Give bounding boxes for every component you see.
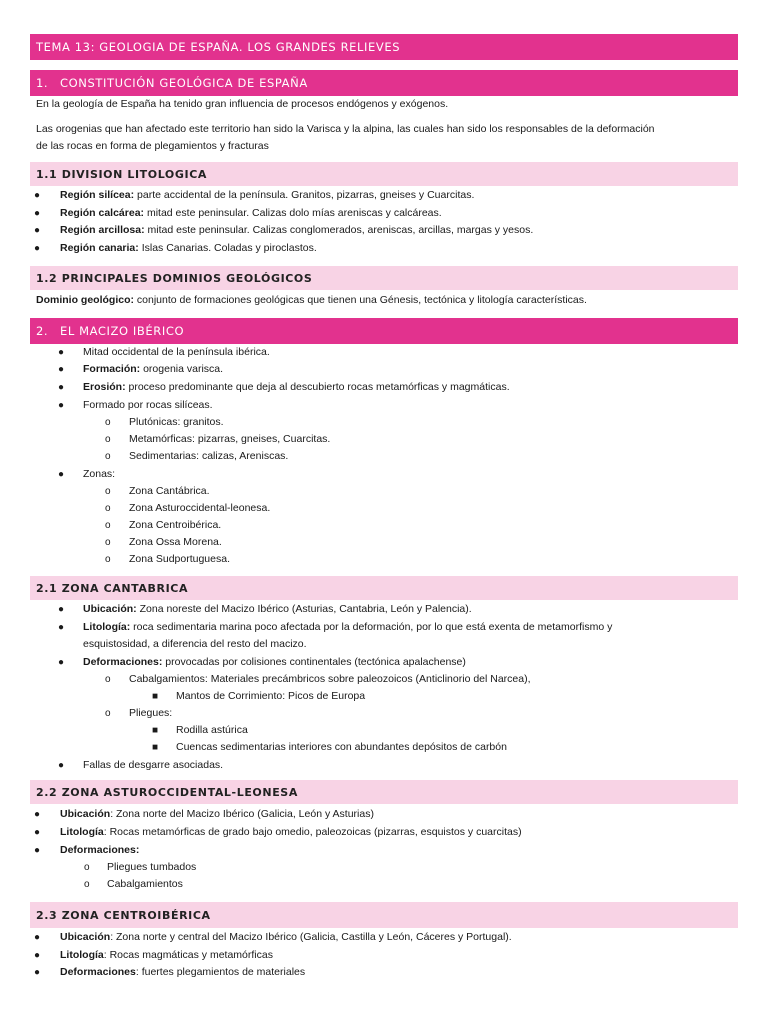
- subsection-2-3-header: [30, 902, 738, 928]
- item-text: orogenia varisca.: [140, 363, 224, 375]
- bullet-icon: ●: [34, 809, 41, 820]
- sub-sub-list-item: Cuencas sedimentarias interiores con abundantes depósitos de carbón: [176, 741, 507, 753]
- list-item: [60, 240, 317, 257]
- circle-bullet-icon: o: [105, 554, 111, 565]
- item-text: : Rocas metamórficas de grado bajo omedio, paleozoicas (pizarras, esquistos y cuarcitas): [103, 826, 522, 838]
- square-bullet-icon: ■: [152, 725, 159, 736]
- bullet-icon: ●: [34, 950, 41, 961]
- bullet-icon: ●: [34, 967, 41, 978]
- item-text: mitad este peninsular. Calizas dolo mías areniscas y calcáreas.: [144, 207, 442, 219]
- sub-list-item: Zona Centroibérica.: [129, 519, 222, 531]
- bullet-icon: ●: [58, 622, 65, 633]
- circle-bullet-icon: o: [105, 451, 111, 462]
- item-label: Región canaria:: [60, 242, 139, 254]
- sub-list-item: Cabalgamientos: Materiales precámbricos sobre paleozoicos (Anticlinorio del Narcea),: [129, 673, 531, 685]
- list-item: [60, 824, 522, 841]
- sub-list-item: Pliegues tumbados: [107, 861, 197, 873]
- subsection-2-2-header: [30, 780, 738, 804]
- sub-list-item: Zona Asturoccidental-leonesa.: [129, 502, 271, 514]
- subsection-1-1-header: [30, 162, 738, 186]
- list-item: Zonas:: [83, 468, 116, 480]
- list-item: Mitad occidental de la península ibérica.: [83, 346, 270, 358]
- square-bullet-icon: ■: [152, 691, 159, 702]
- paragraph: de las rocas en forma de plegamientos y fracturas: [36, 140, 269, 152]
- item-text: roca sedimentaria marina poco afectada por la deformación, por lo que está exenta de metamorfismo y: [130, 621, 613, 633]
- sub-list-item: Zona Sudportuguesa.: [129, 553, 230, 565]
- item-text: : Zona norte y central del Macizo Ibérico (Galicia, Castilla y León, Cáceres y Portugal).: [110, 931, 512, 943]
- list-item: [83, 654, 466, 671]
- item-label: Región arcillosa:: [60, 224, 145, 236]
- subsection-2-1-header: [30, 576, 738, 600]
- bullet-icon: ●: [58, 347, 65, 358]
- sub-list-item: Metamórficas: pizarras, gneises, Cuarcitas.: [129, 433, 331, 445]
- subsection-heading: 1.2 PRINCIPALES DOMINIOS GEOLÓGICOS: [36, 271, 313, 285]
- item-label: Erosión:: [83, 381, 126, 393]
- circle-bullet-icon: o: [105, 486, 111, 497]
- section-heading: EL MACIZO IBÉRICO: [60, 324, 185, 338]
- sub-list-item: Pliegues:: [129, 707, 173, 719]
- list-item: [60, 929, 512, 946]
- section-number: 1.: [36, 76, 49, 90]
- bullet-icon: ●: [34, 932, 41, 943]
- circle-bullet-icon: o: [84, 862, 90, 873]
- list-item: [60, 947, 273, 964]
- sub-sub-list-item: Rodilla astúrica: [176, 724, 248, 736]
- bullet-icon: ●: [34, 827, 41, 838]
- sub-list-item: Cabalgamientos: [107, 878, 183, 890]
- sub-list-item: Sedimentarias: calizas, Areniscas.: [129, 450, 289, 462]
- title-text: TEMA 13: GEOLOGIA DE ESPAÑA. LOS GRANDES RELIEVES: [36, 40, 401, 54]
- item-text: mitad este peninsular. Calizas conglomerados, areniscas, arcillas, margas y yesos.: [144, 224, 534, 236]
- item-label: Litología: [60, 826, 104, 838]
- circle-bullet-icon: o: [105, 674, 111, 685]
- circle-bullet-icon: o: [105, 537, 111, 548]
- term-label: Dominio geológico:: [36, 294, 134, 306]
- circle-bullet-icon: o: [105, 520, 111, 531]
- item-text: : Rocas magmáticas y metamórficas: [103, 949, 273, 961]
- list-item: [60, 205, 442, 222]
- item-label: Ubicación:: [83, 603, 137, 615]
- list-item: [83, 601, 472, 618]
- item-label: Ubicación: [60, 808, 111, 820]
- bullet-icon: ●: [58, 469, 65, 480]
- circle-bullet-icon: o: [105, 434, 111, 445]
- item-text: : Zona norte del Macizo Ibérico (Galicia, León y Asturias): [110, 808, 374, 820]
- item-text: : fuertes plegamientos de materiales: [135, 966, 306, 978]
- circle-bullet-icon: o: [84, 879, 90, 890]
- list-item: [60, 222, 533, 239]
- list-item: Formado por rocas silíceas.: [83, 399, 213, 411]
- document-title: [30, 34, 738, 60]
- sub-list-item: Zona Cantábrica.: [129, 485, 210, 497]
- list-item: [60, 187, 474, 204]
- paragraph: [36, 292, 736, 309]
- item-label: Deformaciones:: [60, 844, 140, 856]
- bullet-icon: ●: [34, 190, 41, 201]
- bullet-icon: ●: [58, 400, 65, 411]
- paragraph: Las orogenias que han afectado este territorio han sido la Varisca y la alpina, las cuales han sido los responsables de la deformación: [36, 123, 655, 135]
- subsection-heading: 2.2 ZONA ASTUROCCIDENTAL-LEONESA: [36, 785, 298, 799]
- sub-list-item: Zona Ossa Morena.: [129, 536, 222, 548]
- list-item-continuation: esquistosidad, a diferencia del resto del macizo.: [83, 638, 307, 650]
- item-label: Formación:: [83, 363, 141, 375]
- item-text: provocadas por colisiones continentales (tectónica apalachense): [162, 656, 466, 668]
- item-label: Deformaciones: [60, 966, 136, 978]
- circle-bullet-icon: o: [105, 417, 111, 428]
- list-item: [83, 361, 223, 378]
- subsection-heading: 1.1 DIVISION LITOLOGICA: [36, 167, 207, 181]
- item-text: proceso predominante que deja al descubierto rocas metamórficas y magmáticas.: [125, 381, 510, 393]
- bullet-icon: ●: [58, 657, 65, 668]
- section-number: 2.: [36, 324, 49, 338]
- square-bullet-icon: ■: [152, 742, 159, 753]
- section-2-header: [30, 318, 738, 344]
- subsection-1-2-header: [30, 266, 738, 290]
- item-label: Litología: [60, 949, 104, 961]
- section-1-header: [30, 70, 738, 96]
- subsection-heading: 2.3 ZONA CENTROIBÉRICA: [36, 908, 211, 922]
- list-item: Fallas de desgarre asociadas.: [83, 759, 224, 771]
- item-label: Litología:: [83, 621, 131, 633]
- bullet-icon: ●: [58, 364, 65, 375]
- term-text: conjunto de formaciones geológicas que tienen una Génesis, tectónica y litología características.: [134, 294, 587, 306]
- item-text: Islas Canarias. Coladas y piroclastos.: [138, 242, 317, 254]
- paragraph: En la geología de España ha tenido gran influencia de procesos endógenos y exógenos.: [36, 98, 449, 110]
- circle-bullet-icon: o: [105, 708, 111, 719]
- section-heading: CONSTITUCIÓN GEOLÓGICA DE ESPAÑA: [60, 76, 308, 90]
- list-item: [83, 379, 510, 396]
- sub-sub-list-item: Mantos de Corrimiento: Picos de Europa: [176, 690, 366, 702]
- item-label: Deformaciones:: [83, 656, 163, 668]
- item-text: Zona noreste del Macizo Ibérico (Asturias, Cantabria, León y Palencia).: [136, 603, 472, 615]
- item-label: Región calcárea:: [60, 207, 145, 219]
- subsection-heading: 2.1 ZONA CANTABRICA: [36, 581, 189, 595]
- sub-list-item: Plutónicas: granitos.: [129, 416, 224, 428]
- bullet-icon: ●: [58, 604, 65, 615]
- list-item: [60, 806, 374, 823]
- item-label: Ubicación: [60, 931, 111, 943]
- item-label: Región silícea:: [60, 189, 135, 201]
- bullet-icon: ●: [34, 243, 41, 254]
- bullet-icon: ●: [34, 225, 41, 236]
- item-text: parte accidental de la península. Granitos, pizarras, gneises y Cuarcitas.: [134, 189, 475, 201]
- circle-bullet-icon: o: [105, 503, 111, 514]
- bullet-icon: ●: [34, 208, 41, 219]
- list-item: [60, 964, 305, 981]
- bullet-icon: ●: [58, 382, 65, 393]
- list-item: [60, 842, 139, 859]
- bullet-icon: ●: [58, 760, 65, 771]
- list-item: [83, 619, 612, 636]
- bullet-icon: ●: [34, 845, 41, 856]
